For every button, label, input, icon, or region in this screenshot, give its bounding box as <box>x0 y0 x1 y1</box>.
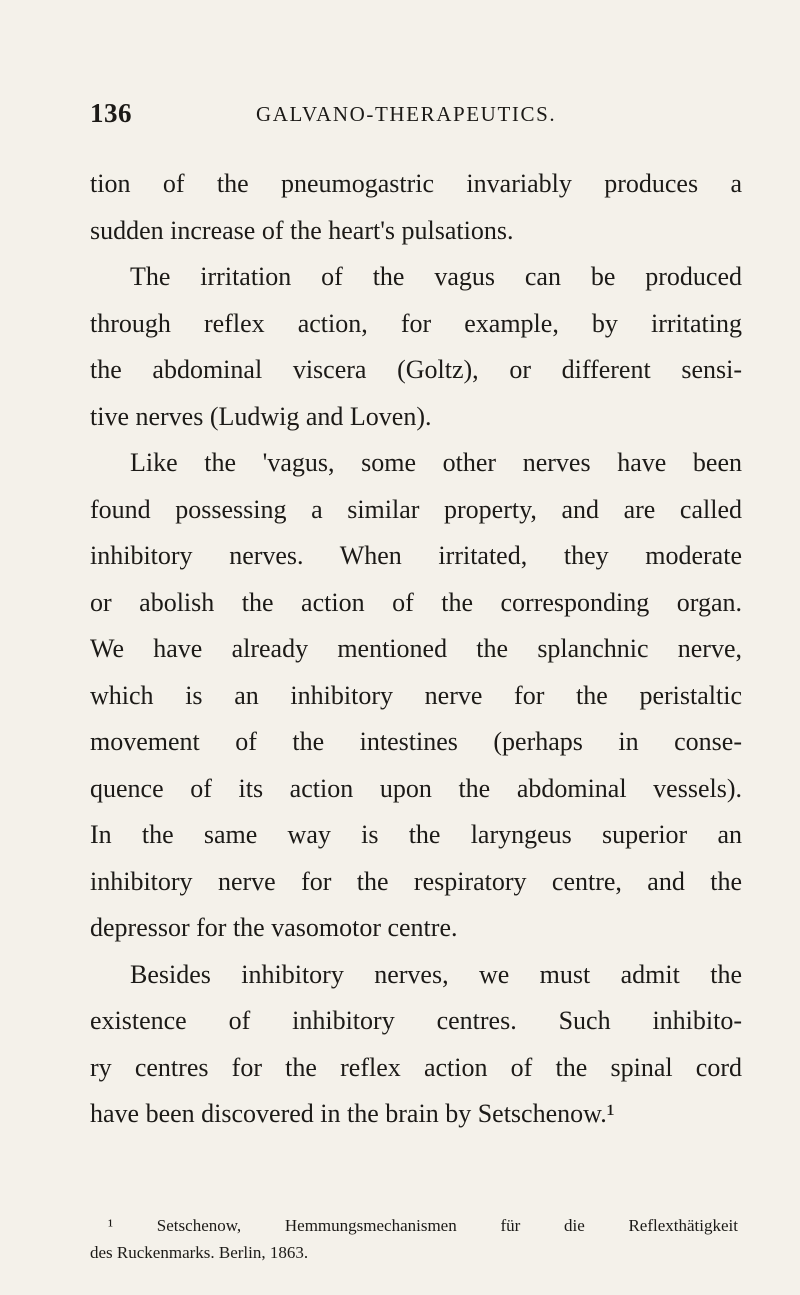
text-line: which is an inhibitory nerve for the peristaltic <box>90 680 742 710</box>
text-line: have been discovered in the brain by Setschenow.¹ <box>90 1099 615 1128</box>
running-title: GALVANO-THERAPEUTICS. <box>256 102 557 126</box>
text-line: found possessing a similar property, and are called <box>90 494 742 524</box>
text-line: In the same way is the laryngeus superior an <box>90 820 742 849</box>
text-line: Like the 'vagus, some other nerves have been <box>130 448 742 477</box>
text-line: movement of the intestines (perhaps in conse- <box>90 727 742 756</box>
text-line: sudden increase of the heart's pulsations. <box>90 215 514 245</box>
footnote-line: ¹ Setschenow, Hemmungsmechanismen für die Reflexthätigkeit <box>108 1216 738 1235</box>
page-number: 136 <box>90 98 132 128</box>
text-line: quence of its action upon the abdominal vessels). <box>90 773 742 803</box>
footnote-line: des Ruckenmarks. Berlin, 1863. <box>90 1243 309 1262</box>
text-line: The irritation of the vagus can be produced <box>130 262 742 291</box>
text-line: Besides inhibitory nerves, we must admit the <box>130 959 742 989</box>
text-line: tion of the pneumogastric invariably produces a <box>90 169 742 198</box>
text-line: ry centres for the reflex action of the spinal cord <box>90 1052 742 1082</box>
text-line: inhibitory nerves. When irritated, they moderate <box>90 541 742 570</box>
text-line: or abolish the action of the corresponding organ. <box>90 587 742 617</box>
text-line: depressor for the vasomotor centre. <box>90 913 458 942</box>
running-head <box>90 98 730 134</box>
text-line: tive nerves (Ludwig and Loven). <box>90 401 432 431</box>
footnote <box>90 1212 738 1266</box>
body-text <box>90 161 742 1138</box>
text-line: existence of inhibitory centres. Such inhibito- <box>90 1006 742 1035</box>
text-line: through reflex action, for example, by irritating <box>90 308 742 338</box>
text-line: inhibitory nerve for the respiratory centre, and the <box>90 866 742 896</box>
text-line: the abdominal viscera (Goltz), or different sensi- <box>90 355 742 384</box>
text-line: We have already mentioned the splanchnic nerve, <box>90 634 742 663</box>
